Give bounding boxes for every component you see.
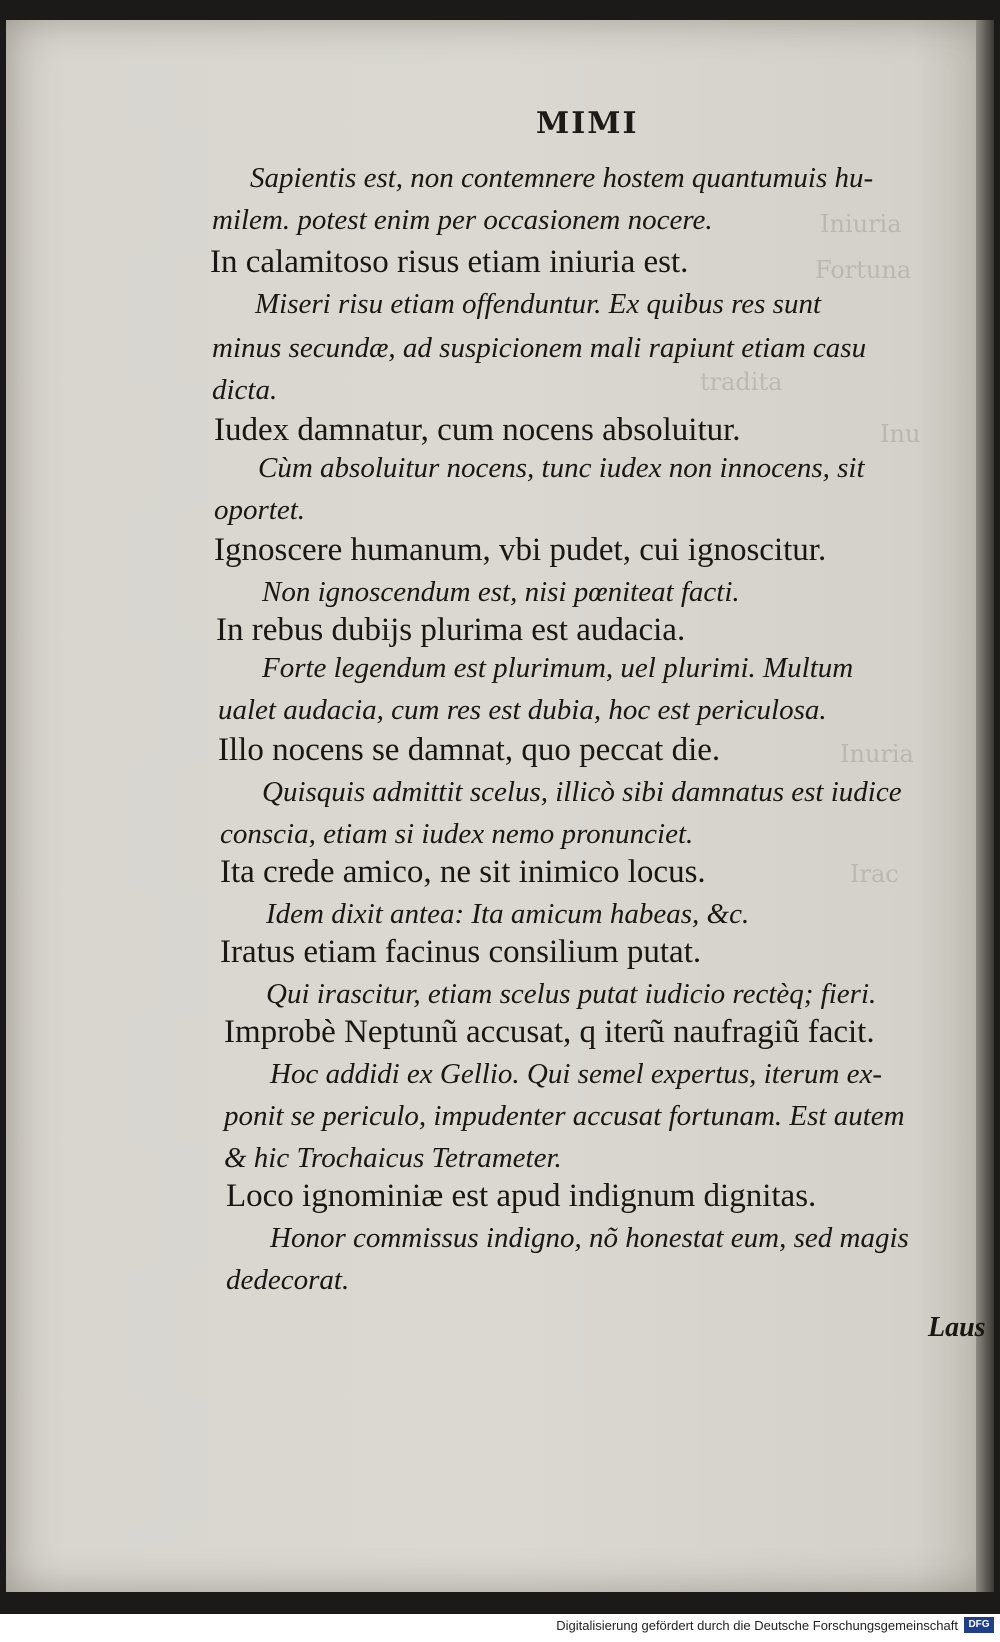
text-line: Hoc addidi ex Gellio. Qui semel expertus, iterum ex- [270,1058,883,1090]
text-line: In calamitoso risus etiam iniuria est. [210,244,689,280]
text-line: Sapientis est, non contemnere hostem quantumuis hu- [250,162,874,194]
text-line: Idem dixit antea: Ita amicum habeas, &c. [266,898,750,930]
text-line: & hic Trochaicus Tetrameter. [224,1142,562,1174]
text-line: dedecorat. [226,1264,350,1296]
text-line: Cùm absoluitur nocens, tunc iudex non innocens, sit [258,452,865,484]
text-line: Iratus etiam facinus consilium putat. [220,934,702,970]
text-line: Loco ignominiæ est apud indignum dignitas. [226,1178,817,1214]
text-line: Improbè Neptunũ accusat, q iterũ naufragiũ facit. [224,1014,875,1050]
text-line: Illo nocens se damnat, quo peccat die. [218,732,721,768]
bleed-through-text: Inu [880,420,921,448]
bleed-through-text: Fortuna [815,256,912,284]
text-line: dicta. [212,374,278,406]
text-line: Non ignoscendum est, nisi pœniteat facti. [262,576,740,608]
footer-bar [0,1614,1000,1642]
funding-credit: Digitalisierung gefördert durch die Deutsche Forschungsgemeinschaft [556,1618,958,1633]
text-line: In rebus dubijs plurima est audacia. [216,612,686,648]
text-line: Forte legendum est plurimum, uel plurimi. Multum [262,652,854,684]
text-line: milem. potest enim per occasionem nocere. [212,204,713,236]
text-line: minus secundæ, ad suspicionem mali rapiunt etiam casu [212,332,867,364]
page-gutter [976,20,994,1592]
text-line: ualet audacia, cum res est dubia, hoc est periculosa. [218,694,827,726]
text-line: conscia, etiam si iudex nemo pronunciet. [220,818,694,850]
bleed-through-text: Irac [850,860,899,888]
text-line: Iudex damnatur, cum nocens absoluitur. [214,412,741,448]
text-line: oportet. [214,494,306,526]
dfg-logo: DFG [964,1617,994,1633]
catchword: Laus [928,1312,986,1343]
text-line: Ita crede amico, ne sit inimico locus. [220,854,706,890]
text-line: Honor commissus indigno, nõ honestat eum, sed magis [270,1222,909,1254]
running-header: MIMI [536,106,639,141]
bleed-through-text: Iniuria [820,210,902,238]
bleed-through-text: tradita [700,368,783,396]
text-line: Qui irascitur, etiam scelus putat iudicio rectèq; fieri. [266,978,877,1010]
text-line: Quisquis admittit scelus, illicò sibi damnatus est iudice [262,776,902,808]
text-line: ponit se periculo, impudenter accusat fortunam. Est autem [224,1100,905,1132]
text-line: Miseri risu etiam offenduntur. Ex quibus res sunt [255,288,822,320]
text-line: Ignoscere humanum, vbi pudet, cui ignoscitur. [214,532,827,568]
bleed-through-text: Inuria [840,740,914,768]
